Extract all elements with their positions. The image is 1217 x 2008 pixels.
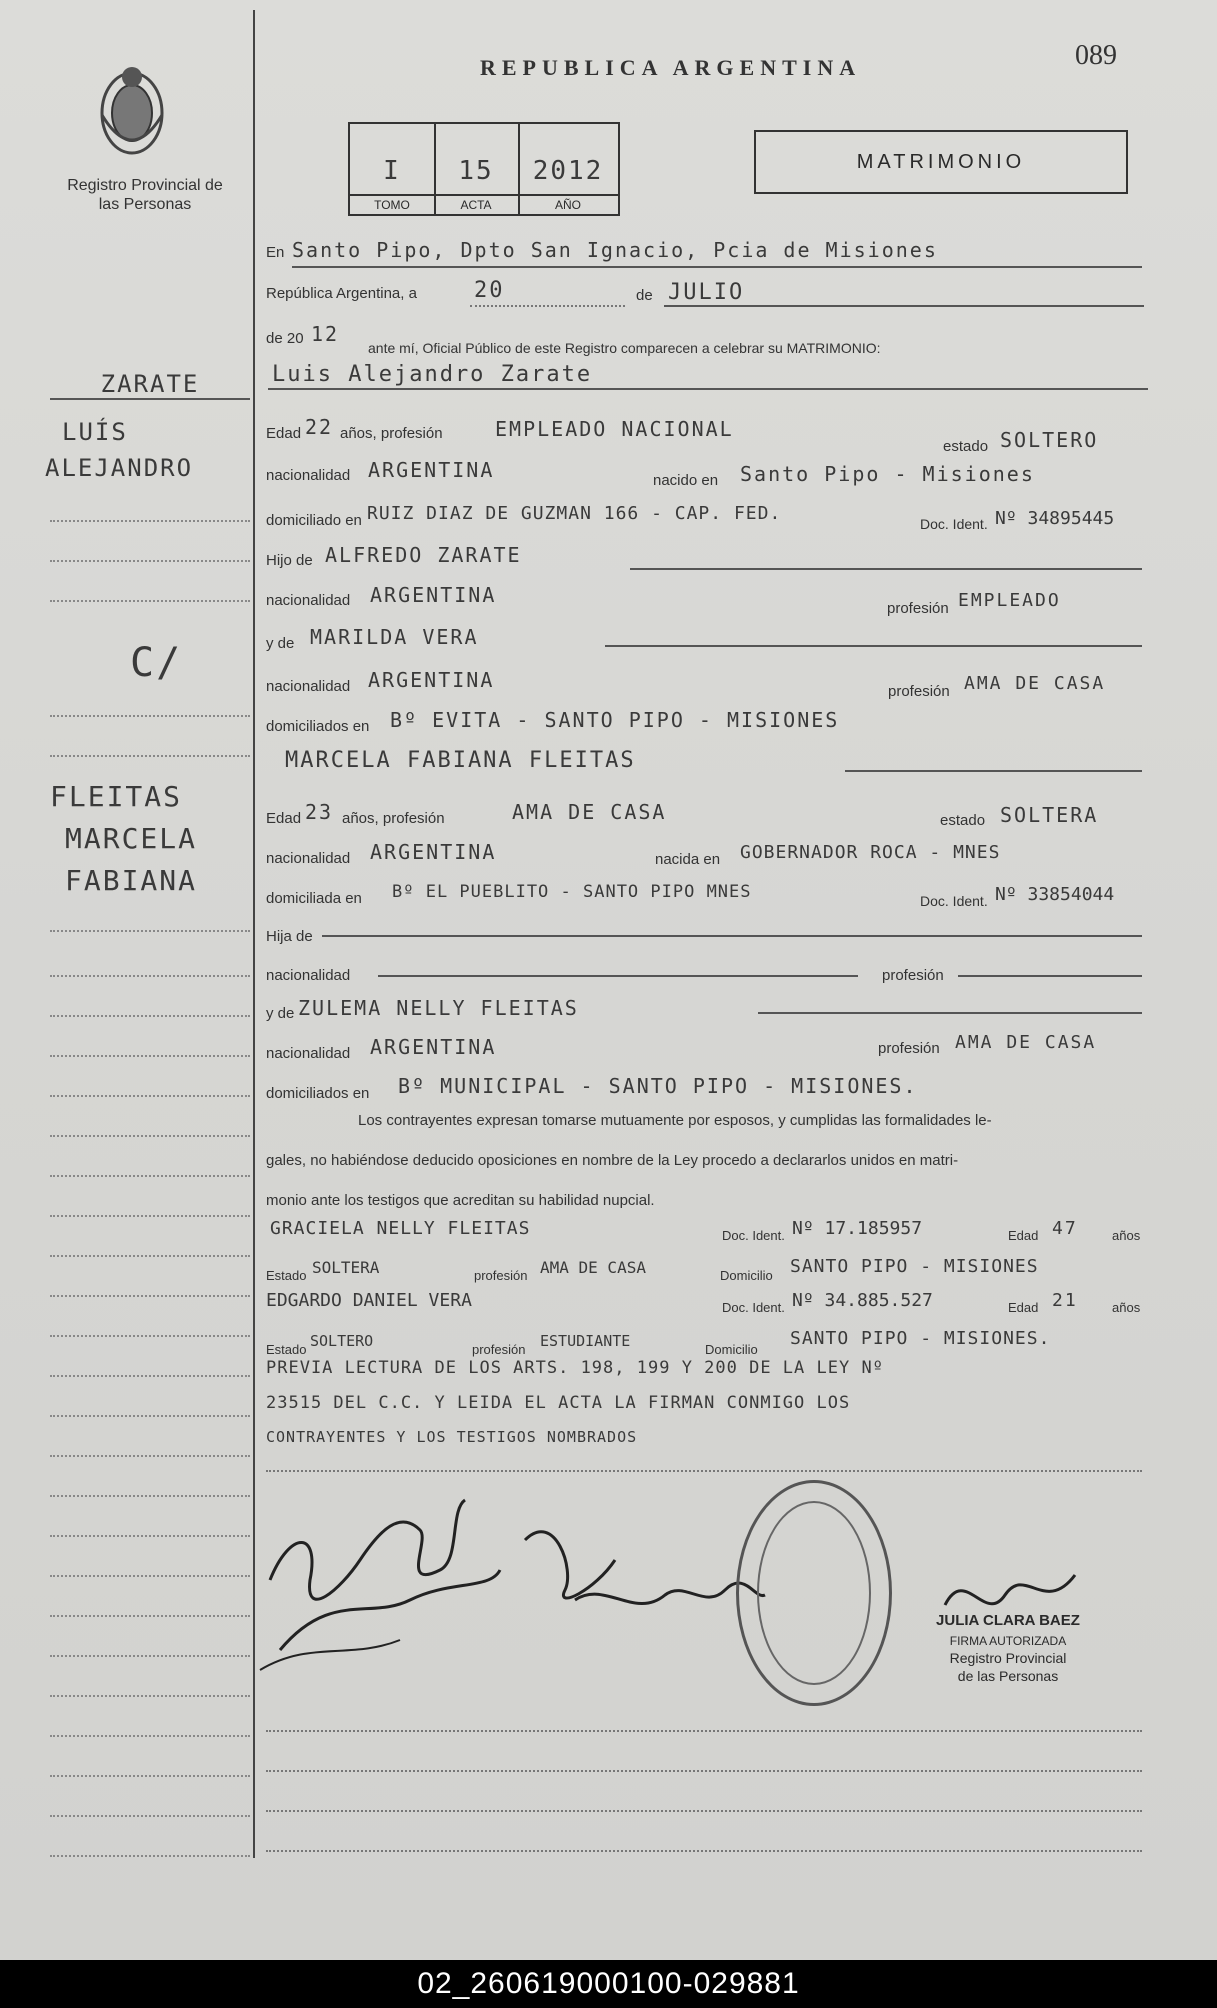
margin-rule	[50, 560, 250, 562]
official-title: FIRMA AUTORIZADA	[949, 1634, 1067, 1648]
declaration-line-2: gales, no habiéndose deducido oposiciones en nombre de la Ley procedo a declararlos unidos en matri-	[266, 1152, 959, 1169]
bride-mother-rule	[758, 1012, 1142, 1014]
bride-nacida-label: nacida en	[655, 851, 721, 868]
bride-father-nat-rule	[378, 975, 858, 977]
witness2-doc-number: Nº 34.885.527	[792, 1290, 933, 1311]
witness1-edad-label: Edad	[1008, 1228, 1039, 1243]
margin-groom-name-1: LUÍS	[62, 418, 128, 446]
margin-rule	[50, 1735, 250, 1737]
margin-rule	[50, 1215, 250, 1217]
groom-full-name: Luis Alejandro Zarate	[272, 362, 593, 387]
en-label: En	[266, 244, 285, 261]
witness1-profession: AMA DE CASA	[540, 1258, 646, 1277]
acta-cell	[434, 124, 520, 214]
witness2-profession: ESTUDIANTE	[540, 1332, 631, 1350]
witness1-anos-label: años	[1112, 1228, 1141, 1243]
witness2-status: SOLTERO	[310, 1332, 374, 1350]
father-rule	[630, 568, 1142, 570]
margin-groom-name-2: ALEJANDRO	[45, 454, 194, 482]
groom-mother-profession: AMA DE CASA	[964, 673, 1106, 694]
witness2-estado-label: Estado	[266, 1342, 307, 1357]
margin-rule	[50, 1015, 250, 1017]
bride-mother-profesion-label: profesión	[878, 1040, 940, 1057]
declaration-line-3: monio ante los testigos que acreditan su habilidad nupcial.	[266, 1192, 655, 1209]
bride-profession: AMA DE CASA	[512, 800, 667, 824]
bride-marital-status: SOLTERA	[1000, 803, 1099, 827]
bride-nacionalidad-label: nacionalidad	[266, 850, 351, 867]
groom-mother-nationality: ARGENTINA	[368, 668, 495, 692]
groom-name-rule	[268, 388, 1148, 390]
bride-father-profesion-label: profesión	[882, 967, 944, 984]
notes-line-1: PREVIA LECTURA DE LOS ARTS. 198, 199 Y 200 DE LA LEY Nº	[266, 1358, 884, 1378]
groom-mother-nationality-label: nacionalidad	[266, 678, 351, 695]
witness1-name: GRACIELA NELLY FLEITAS	[270, 1218, 531, 1239]
groom-domiciliados-label: domiciliados en	[266, 718, 370, 735]
bride-nationality: ARGENTINA	[370, 840, 497, 864]
bride-estado-label: estado	[940, 812, 986, 829]
bride-doc-number: Nº 33854044	[995, 884, 1115, 905]
groom-marital-status: SOLTERO	[1000, 428, 1099, 452]
witness2-anos-label: años	[1112, 1300, 1141, 1315]
bride-father-nationality-label: nacionalidad	[266, 967, 351, 984]
day-value: 20	[474, 278, 505, 303]
witness2-edad-label: Edad	[1008, 1300, 1039, 1315]
de-label: de	[636, 287, 653, 304]
witness2-name: EDGARDO DANIEL VERA	[266, 1290, 472, 1311]
bride-mother-profession: AMA DE CASA	[955, 1032, 1097, 1053]
groom-nationality: ARGENTINA	[368, 458, 495, 482]
seal-inner-ring	[757, 1501, 871, 1685]
margin-rule	[50, 930, 250, 932]
margin-bride-name-2: FABIANA	[65, 864, 198, 897]
groom-doc-number: Nº 34895445	[995, 508, 1115, 529]
document-id-footer: 02_260619000100-029881	[0, 1960, 1217, 2008]
bride-address: Bº EL PUEBLITO - SANTO PIPO MNES	[392, 882, 752, 902]
margin-rule	[50, 1655, 250, 1657]
month-rule	[664, 305, 1144, 307]
margin-rule	[50, 975, 250, 977]
margin-rule	[50, 755, 250, 757]
groom-father-nationality: ARGENTINA	[370, 583, 497, 607]
bride-age: 23	[305, 800, 334, 824]
bride-mother-nationality-label: nacionalidad	[266, 1045, 351, 1062]
blank-rule	[266, 1770, 1142, 1772]
witness2-doc-label: Doc. Ident.	[722, 1300, 785, 1315]
tomo-value: I	[383, 156, 401, 186]
anio-value: 2012	[532, 156, 604, 186]
bride-domicilio-label: domiciliada en	[266, 890, 362, 907]
margin-rule	[50, 1855, 250, 1857]
notes-line-2: 23515 DEL C.C. Y LEIDA EL ACTA LA FIRMAN CONMIGO LOS	[266, 1393, 851, 1413]
margin-rule	[50, 1535, 250, 1537]
groom-doc-label: Doc. Ident.	[920, 516, 988, 532]
republica-label: República Argentina, a	[266, 285, 417, 302]
margin-conjunction: C/	[130, 640, 183, 686]
blank-rule	[266, 1730, 1142, 1732]
margin-rule	[50, 520, 250, 522]
margin-rule	[50, 1455, 250, 1457]
blank-rule	[266, 1810, 1142, 1812]
witness2-profesion-label: profesión	[472, 1342, 526, 1357]
witness2-address: SANTO PIPO - MISIONES.	[790, 1328, 1051, 1349]
anio-label: AÑO	[518, 194, 618, 214]
groom-domicilio-label: domiciliado en	[266, 512, 362, 529]
bride-edad-label: Edad	[266, 810, 302, 827]
tomo-label: TOMO	[350, 194, 434, 214]
margin-rule	[50, 1095, 250, 1097]
blank-rule	[266, 1850, 1142, 1852]
page-number: 089	[1075, 40, 1117, 71]
groom-age: 22	[305, 415, 334, 439]
bride-full-name: MARCELA FABIANA FLEITAS	[285, 748, 636, 773]
witness1-domicilio-label: Domicilio	[720, 1268, 773, 1283]
groom-father-profesion-label: profesión	[887, 600, 949, 617]
margin-rule	[50, 1375, 250, 1377]
groom-estado-label: estado	[943, 438, 989, 455]
groom-profesion-label: años, profesión	[340, 425, 443, 442]
groom-parents-address: Bº EVITA - SANTO PIPO - MISIONES	[390, 708, 840, 732]
groom-address: RUIZ DIAZ DE GUZMAN 166 - CAP. FED.	[367, 503, 782, 524]
groom-nacido-label: nacido en	[653, 472, 719, 489]
margin-rule	[50, 1055, 250, 1057]
witness1-doc-number: Nº 17.185957	[792, 1218, 923, 1239]
margin-bride-surname: FLEITAS	[50, 780, 183, 813]
declaration-line-1: Los contrayentes expresan tomarse mutuamente por esposos, y cumplidas las formalidades le-	[358, 1112, 992, 1129]
tomo-cell	[350, 124, 436, 214]
acta-label: ACTA	[434, 194, 518, 214]
bride-hija-label: Hija de	[266, 928, 313, 945]
place-rule	[292, 266, 1142, 268]
coat-of-arms-icon	[92, 55, 172, 165]
margin-rule	[50, 1295, 250, 1297]
year-prefix: de 20	[266, 330, 304, 347]
margin-rule	[50, 1575, 250, 1577]
bride-domiciliados-label: domiciliados en	[266, 1085, 370, 1102]
groom-profession: EMPLEADO NACIONAL	[495, 417, 734, 441]
registry-name: Registro Provincial de las Personas	[67, 177, 223, 213]
notes-line-3: CONTRAYENTES Y LOS TESTIGOS NOMBRADOS	[266, 1428, 638, 1446]
registration-box	[348, 122, 620, 216]
margin-rule	[50, 1495, 250, 1497]
groom-yde-label: y de	[266, 635, 295, 652]
witness2-age: 21	[1052, 1290, 1078, 1311]
margin-rule	[50, 600, 250, 602]
margin-rule	[50, 1775, 250, 1777]
witness1-doc-label: Doc. Ident.	[722, 1228, 785, 1243]
witness1-address: SANTO PIPO - MISIONES	[790, 1256, 1039, 1277]
margin-bride-name-1: MARCELA	[65, 822, 198, 855]
bride-mother-nationality: ARGENTINA	[370, 1035, 497, 1059]
groom-edad-label: Edad	[266, 425, 302, 442]
margin-rule	[50, 1695, 250, 1697]
bride-name-rule	[845, 770, 1142, 772]
groom-mother-name: MARILDA VERA	[310, 625, 479, 649]
official-name: JULIA CLARA BAEZ	[936, 1612, 1080, 1629]
groom-mother-profesion-label: profesión	[888, 683, 950, 700]
bride-birthplace: GOBERNADOR ROCA - MNES	[740, 842, 1001, 863]
witness1-age: 47	[1052, 1218, 1078, 1239]
year-suffix: 12	[311, 322, 340, 346]
margin-rule	[50, 1255, 250, 1257]
bride-father-prof-rule	[958, 975, 1142, 977]
margin-rule	[50, 1815, 250, 1817]
bride-father-rule	[322, 935, 1142, 937]
intro-statement: ante mí, Oficial Público de este Registro comparecen a celebrar su MATRIMONIO:	[368, 340, 881, 356]
place-value: Santo Pipo, Dpto San Ignacio, Pcia de Misiones	[292, 238, 938, 262]
margin-rule	[50, 715, 250, 717]
bride-yde-label: y de	[266, 1005, 295, 1022]
stamp-org-line-1: Registro Provincial	[949, 1650, 1067, 1666]
margin-underline	[50, 398, 250, 400]
margin-rule	[50, 1415, 250, 1417]
mother-rule	[605, 645, 1142, 647]
witness1-estado-label: Estado	[266, 1268, 307, 1283]
witness1-status: SOLTERA	[312, 1258, 380, 1277]
margin-rule	[50, 1615, 250, 1617]
groom-father-nationality-label: nacionalidad	[266, 592, 351, 609]
bride-mother-name: ZULEMA NELLY FLEITAS	[298, 996, 579, 1020]
groom-signature-icon	[250, 1470, 520, 1690]
anio-cell	[518, 124, 618, 214]
bride-profesion-label: años, profesión	[342, 810, 445, 827]
bride-parents-address: Bº MUNICIPAL - SANTO PIPO - MISIONES.	[398, 1074, 918, 1098]
month-value: JULIO	[668, 280, 745, 305]
groom-father-name: ALFREDO ZARATE	[325, 543, 522, 567]
groom-nacionalidad-label: nacionalidad	[266, 467, 351, 484]
groom-hijo-label: Hijo de	[266, 552, 313, 569]
official-seal-icon	[736, 1480, 892, 1706]
witness2-domicilio-label: Domicilio	[705, 1342, 758, 1357]
act-type-box: MATRIMONIO	[754, 130, 1128, 194]
margin-rule	[50, 1135, 250, 1137]
margin-rule	[50, 1175, 250, 1177]
margin-groom-surname: ZARATE	[100, 370, 200, 398]
groom-father-profession: EMPLEADO	[958, 590, 1061, 611]
country-title: REPUBLICA ARGENTINA	[480, 55, 862, 80]
acta-value: 15	[458, 156, 494, 186]
witness1-profesion-label: profesión	[474, 1268, 528, 1283]
day-rule	[470, 305, 625, 307]
stamp-org-line-2: de las Personas	[957, 1668, 1059, 1684]
bride-doc-label: Doc. Ident.	[920, 893, 988, 909]
margin-rule	[50, 1335, 250, 1337]
groom-birthplace: Santo Pipo - Misiones	[740, 462, 1035, 486]
